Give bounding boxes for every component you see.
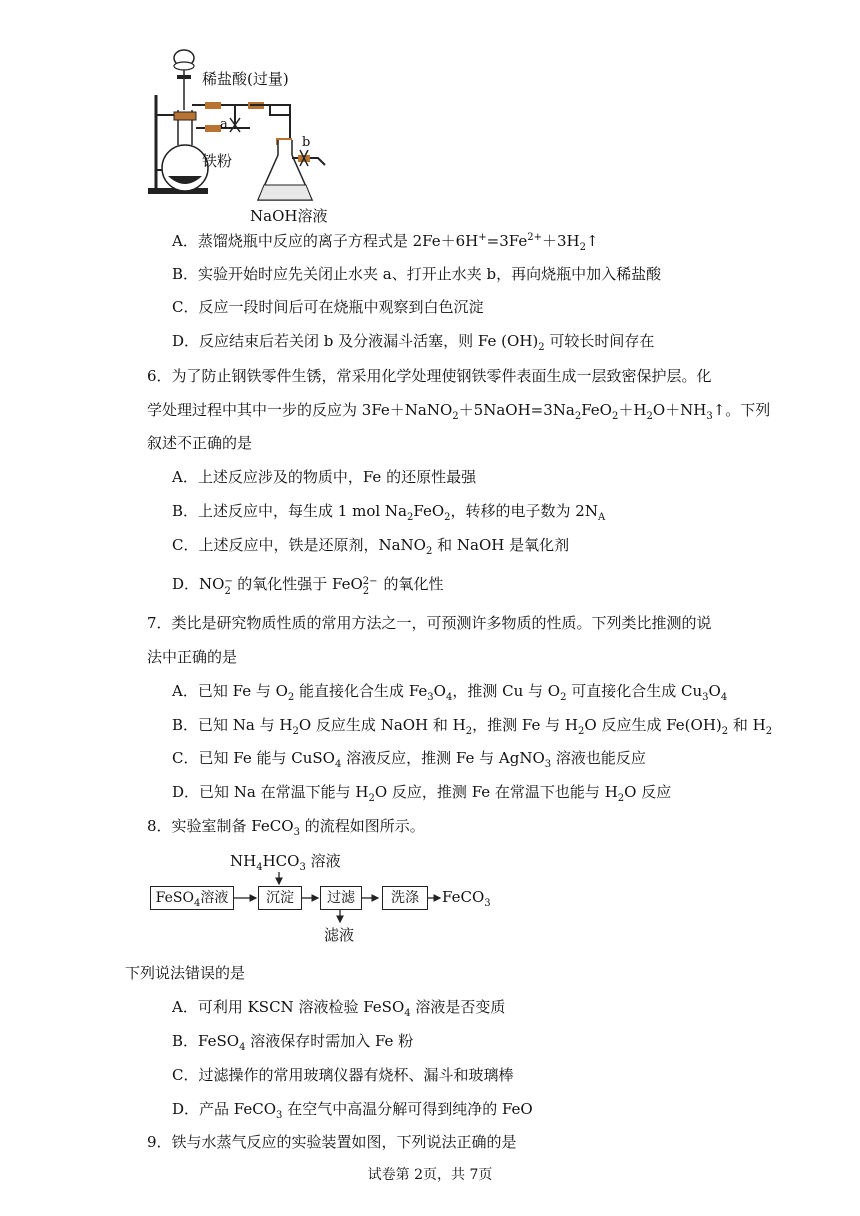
flow-chart: [148, 848, 508, 948]
flow-filtrate: 滤液: [324, 926, 355, 944]
q5-option-b: B．实验开始时应先关闭止水夹 a、打开止水夹 b，再向烧瓶中加入稀盐酸: [172, 265, 662, 283]
q9-stem: 9．铁与水蒸气反应的实验装置如图，下列说法正确的是: [147, 1133, 517, 1151]
flow-reagent: $NH_4HCO_3$ 溶液: [230, 852, 341, 873]
flow-product: FeCO$_3$: [442, 888, 491, 909]
q7-stem-line2: 法中正确的是: [147, 648, 238, 666]
q8-question: 下列说法错误的是: [125, 964, 246, 982]
q7-option-c: C．已知 Fe 能与 CuSO$_4$ 溶液反应，推测 Fe 与 AgNO$_3$ 溶液也能反应: [172, 749, 646, 770]
q7-option-a: A．已知 Fe 与 $O_2$ 能直接化合生成 $Fe_3O_4$，推测 Cu 与 $O_2$ 可直接化合生成 $Cu_3O_4$: [172, 682, 728, 703]
q7-option-b: B．已知 Na 与 $H_2O$ 反应生成 NaOH 和 $H_2$，推测 Fe 与 $H_2O$ 反应生成 $Fe(OH)_2$ 和 $H_2$: [172, 716, 773, 737]
q8-option-b: B．FeSO$_4$ 溶液保存时需加入 Fe 粉: [172, 1032, 414, 1053]
q6-stem-line2: 学处理过程中其中一步的反应为 $3Fe+NaNO_2+5NaOH=3Na_2FeO_2+H_2O+NH_3↑$。下列: [147, 401, 771, 422]
label-b: b: [302, 135, 311, 150]
q8-option-a: A．可利用 KSCN 溶液检验 FeSO$_4$ 溶液是否变质: [172, 998, 506, 1019]
label-naoh: NaOH溶液: [250, 207, 328, 225]
q6-option-a: A．上述反应涉及的物质中，Fe 的还原性最强: [172, 468, 477, 486]
flow-box-wash: 洗涤: [382, 886, 428, 910]
q6-option-b: B．上述反应中，每生成 1 mol $Na_2FeO_2$，转移的电子数为 $2N_A$: [172, 502, 606, 523]
label-a: a: [220, 117, 228, 132]
label-iron: 铁粉: [202, 152, 233, 170]
q6-option-c: C．上述反应中，铁是还原剂，NaNO$_2$ 和 NaOH 是氧化剂: [172, 536, 570, 557]
q7-stem-line1: 7．类比是研究物质性质的常用方法之一，可预测许多物质的性质。下列类比推测的说: [147, 614, 712, 632]
q5-option-d: D．反应结束后若关闭 b 及分液漏斗活塞，则 Fe $(OH)_2$ 可较长时间存在: [172, 332, 655, 353]
q5-option-a: A．蒸馏烧瓶中反应的离子方程式是 $2Fe+6H^+=3Fe^{2+}+3H_2↑$: [172, 232, 599, 253]
q7-option-d: D．已知 Na 在常温下能与 $H_2O$ 反应，推测 Fe 在常温下也能与 $H_2O$ 反应: [172, 783, 672, 804]
apparatus-figure: [140, 40, 360, 230]
label-acid: 稀盐酸(过量): [202, 70, 289, 88]
flow-box-precipitate: 沉淀: [258, 886, 302, 910]
flow-box-feso4: FeSO$_4$溶液: [150, 886, 234, 910]
q6-stem-line1: 6．为了防止钢铁零件生锈，常采用化学处理使钢铁零件表面生成一层致密保护层。化: [147, 367, 712, 385]
q6-stem-line3: 叙述不正确的是: [147, 434, 253, 452]
q8-stem: 8．实验室制备 FeCO$_3$ 的流程如图所示。: [147, 817, 425, 838]
q5-option-c: C．反应一段时间后可在烧瓶中观察到白色沉淀: [172, 298, 484, 316]
q8-option-c: C．过滤操作的常用玻璃仪器有烧杯、漏斗和玻璃棒: [172, 1066, 514, 1084]
flow-box-filter: 过滤: [320, 886, 362, 910]
q8-option-d: D．产品 FeCO$_3$ 在空气中高温分解可得到纯净的 FeO: [172, 1100, 533, 1121]
q6-option-d: D．NO − 2 的氧化性强于 FeO 2− 2 的氧化性: [172, 575, 444, 597]
page-footer: 试卷第 2页，共 7页: [367, 1167, 493, 1183]
